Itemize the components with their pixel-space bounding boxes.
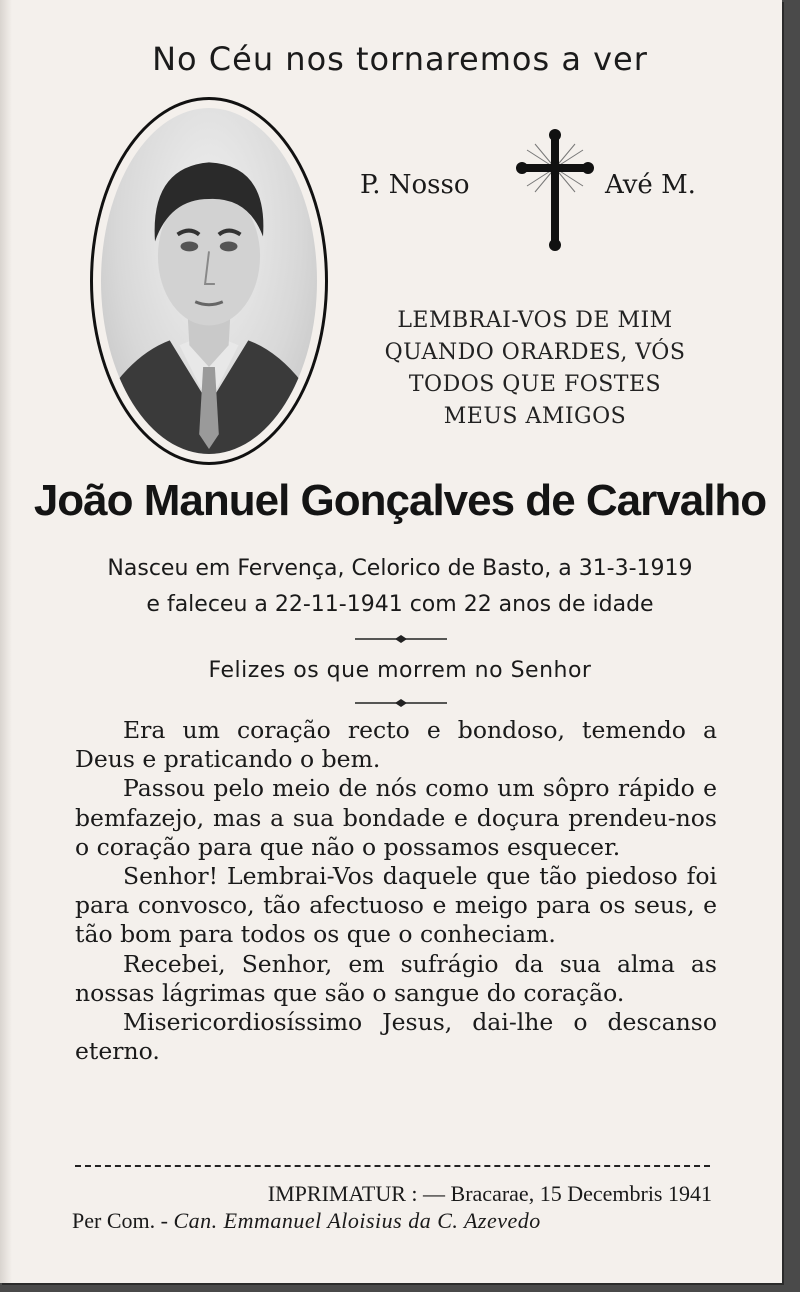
remember-text [350, 305, 720, 433]
divider-ornament [355, 698, 447, 708]
beatitude: Felizes os que morrem no Senhor [208, 658, 592, 683]
dashed-divider [75, 1165, 710, 1167]
imprimatur-signatory [72, 1208, 722, 1234]
imprimatur-prefix: Per Com. - [72, 1208, 168, 1233]
eulogy-paragraph: Passou pelo meio de nós como um sôpro rápido e bemfazejo, mas a sua bondade e doçura prendeu-nos o coração para que não o possamos esquecer. [75, 774, 717, 861]
remember-line: QUANDO ORARDES, VÓS [384, 340, 686, 365]
divider-ornament [355, 634, 447, 644]
eulogy-paragraph: Era um coração recto e bondoso, temendo a Deus e praticando o bem. [75, 716, 717, 774]
remember-line: LEMBRAI-VOS DE MIM [397, 308, 673, 333]
header-phrase: No Céu nos tornaremos a ver [152, 40, 648, 78]
imprimatur-line: IMPRIMATUR : — Bracarae, 15 Decembris 1941 [267, 1181, 712, 1206]
eulogy-paragraph: Senhor! Lembrai-Vos daquele que tão piedoso foi para convosco, tão afectuoso e meigo para os seus, e tão bom para todos os que o conheciam. [75, 862, 717, 949]
prayer-ave-maria: Avé M. [605, 170, 696, 200]
death-line: e faleceu a 22-11-1941 com 22 anos de idade [146, 592, 654, 617]
cross-icon [515, 128, 595, 253]
eulogy-paragraph: Misericordiosíssimo Jesus, dai-lhe o descanso eterno. [75, 1008, 717, 1066]
remember-line: TODOS QUE FOSTES [408, 372, 662, 397]
portrait-frame [90, 97, 328, 465]
prayer-pai-nosso: P. Nosso [360, 170, 470, 200]
eulogy-text [75, 716, 717, 1066]
portrait-photo [101, 108, 317, 454]
eulogy-paragraph: Recebei, Senhor, em sufrágio da sua alma as nossas lágrimas que são o sangue do coração. [75, 949, 717, 1007]
remember-line: MEUS AMIGOS [443, 404, 627, 429]
imprimatur-name: Can. Emmanuel Aloisius da C. Azevedo [173, 1208, 541, 1233]
birth-line: Nasceu em Fervença, Celorico de Basto, a 31-3-1919 [107, 556, 693, 581]
card-edge [0, 0, 12, 1283]
deceased-name: João Manuel Gonçalves de Carvalho [33, 476, 767, 525]
